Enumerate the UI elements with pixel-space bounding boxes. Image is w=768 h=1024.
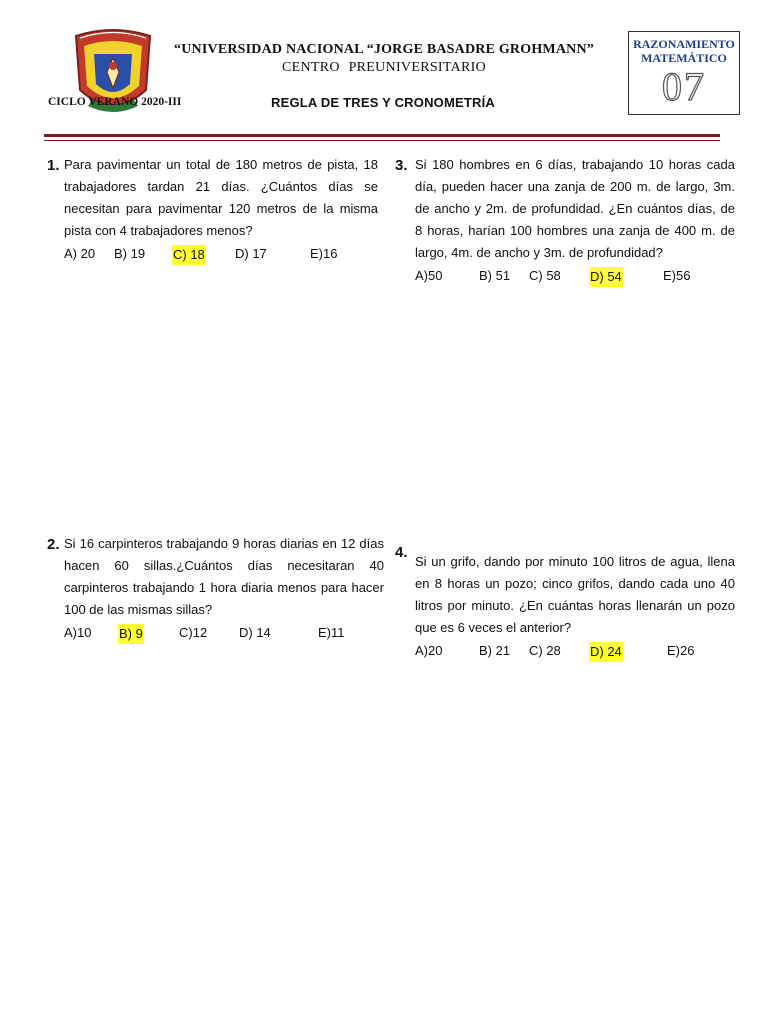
option-a: A)50 bbox=[415, 268, 443, 283]
option-d-answer: D) 24 bbox=[589, 642, 623, 662]
subject-line-1: RAZONAMIENTO bbox=[633, 37, 735, 51]
options-row bbox=[415, 642, 735, 660]
option-c: C)12 bbox=[179, 625, 208, 640]
option-d: D) 14 bbox=[239, 625, 271, 640]
options-row bbox=[64, 245, 384, 263]
option-e: E)56 bbox=[663, 268, 691, 283]
option-a: A)10 bbox=[64, 625, 92, 640]
problem-number: 2. bbox=[47, 536, 60, 553]
option-c: C) 58 bbox=[529, 268, 561, 283]
options-row bbox=[64, 624, 384, 642]
option-c: C) 28 bbox=[529, 643, 561, 658]
option-c-answer: C) 18 bbox=[172, 245, 206, 265]
cycle-label: CICLO VERANO 2020-III bbox=[48, 96, 182, 108]
university-name: “UNIVERSIDAD NACIONAL “JORGE BASADRE GROHMANN” bbox=[174, 42, 594, 57]
header-divider bbox=[44, 134, 720, 137]
problem-text: Si 180 hombres en 6 días, trabajando 10 horas cada día, pueden hacer una zanja de 200 m. de largo, 3m. de ancho y 2m. de profundidad. ¿En cuántos días, de 8 horas, harían 100 hombres una zanja de 400 m. de largo, 4m. de ancho y 3m. de profundidad? bbox=[415, 157, 735, 260]
problem-text: Si 16 carpinteros trabajando 9 horas diarias en 12 días hacen 60 sillas.¿Cuántos días necesitaran 40 carpinteros trabajando 1 hora diaria menos para hacer 100 de las mismas sillas? bbox=[64, 536, 384, 617]
center-name: CENTRO PREUNIVERSITARIO bbox=[281, 60, 487, 75]
subject-line-2: MATEMÁTICO bbox=[641, 51, 727, 65]
option-a: A) 20 bbox=[64, 246, 96, 261]
problem-number: 3. bbox=[395, 157, 408, 174]
option-b: B) 51 bbox=[479, 268, 511, 283]
unit-number: 07 bbox=[662, 64, 706, 109]
option-a: A)20 bbox=[415, 643, 443, 658]
option-e: E)16 bbox=[310, 246, 338, 261]
option-d-answer: D) 54 bbox=[589, 267, 623, 287]
option-b: B) 19 bbox=[114, 246, 146, 261]
option-d: D) 17 bbox=[235, 246, 267, 261]
problem-number: 4. bbox=[395, 544, 408, 561]
options-row bbox=[415, 267, 735, 285]
problem-number: 1. bbox=[47, 157, 60, 174]
option-b-answer: B) 9 bbox=[118, 624, 144, 644]
topic-title: REGLA DE TRES Y CRONOMETRÍA bbox=[271, 95, 496, 110]
option-e: E)26 bbox=[667, 643, 695, 658]
problem-text: Si un grifo, dando por minuto 100 litros de agua, llena en 8 horas un pozo; cinco grifos, dando cada uno 40 litros por minuto. ¿En cuántas horas llenarán un pozo que es 6 veces el anterior? bbox=[415, 554, 735, 635]
subject-box bbox=[628, 31, 740, 115]
problem-text: Para pavimentar un total de 180 metros de pista, 18 trabajadores tardan 21 días. ¿Cuántos días se necesitan para pavimentar 120 metros de la misma pista con 4 trabajadores menos? bbox=[64, 157, 378, 238]
option-e: E)11 bbox=[318, 625, 345, 640]
option-b: B) 21 bbox=[479, 643, 511, 658]
header-divider-thin bbox=[44, 140, 720, 141]
